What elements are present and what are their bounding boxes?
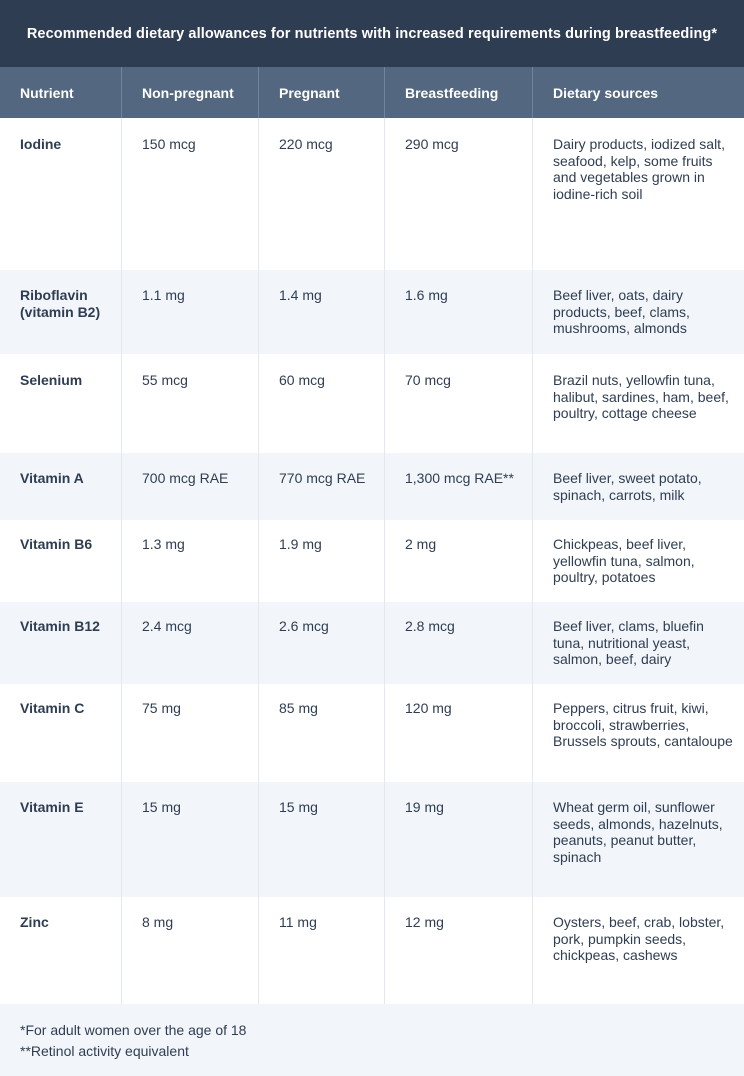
- cell-nutrient: Vitamin B6: [20, 536, 93, 552]
- table-body: [0, 118, 744, 1004]
- cell-nutrient: Selenium: [20, 372, 83, 388]
- header-breastfeeding: Breastfeeding: [384, 67, 532, 118]
- cell-breastfeeding: 19 mg: [384, 782, 532, 897]
- footnote-retinol: **Retinol activity equivalent: [20, 1043, 189, 1059]
- cell-pregnant: 60 mcg: [258, 354, 384, 453]
- cell-nutrient: Vitamin B12: [20, 618, 100, 634]
- header-non-pregnant: Non-pregnant: [121, 67, 258, 118]
- cell-nutrient: Vitamin C: [20, 700, 85, 716]
- cell-non-pregnant: 700 mcg RAE: [121, 453, 258, 520]
- cell-breastfeeding: 12 mg: [384, 897, 532, 1004]
- cell-nutrient: Vitamin A: [20, 470, 84, 486]
- cell-non-pregnant: 1.1 mg: [121, 270, 258, 354]
- cell-pregnant: 1.4 mg: [258, 270, 384, 354]
- cell-nutrient: Iodine: [20, 136, 62, 152]
- cell-nutrient: Zinc: [20, 914, 49, 930]
- cell-non-pregnant: 2.4 mcg: [121, 602, 258, 684]
- footnotes: [0, 1004, 744, 1076]
- cell-pregnant: 220 mcg: [258, 118, 384, 270]
- cell-breastfeeding: 70 mcg: [384, 354, 532, 453]
- cell-breastfeeding: 2 mg: [384, 520, 532, 602]
- table-row: [0, 270, 744, 354]
- cell-pregnant: 85 mg: [258, 684, 384, 782]
- cell-pregnant: 770 mcg RAE: [258, 453, 384, 520]
- table-row: [0, 684, 744, 782]
- cell-dietary-sources: Dairy products, iodized salt, seafood, kelp, some fruits and vegetables grown in iodine-rich soil: [532, 118, 744, 270]
- cell-dietary-sources: Beef liver, oats, dairy products, beef, clams, mushrooms, almonds: [532, 270, 744, 354]
- cell-breastfeeding: 1.6 mg: [384, 270, 532, 354]
- table-row: [0, 782, 744, 897]
- cell-breastfeeding: 1,300 mcg RAE**: [384, 453, 532, 520]
- cell-pregnant: 1.9 mg: [258, 520, 384, 602]
- cell-dietary-sources: Beef liver, clams, bluefin tuna, nutritional yeast, salmon, beef, dairy: [532, 602, 744, 684]
- table-row: [0, 453, 744, 520]
- table-row: [0, 897, 744, 1004]
- cell-non-pregnant: 75 mg: [121, 684, 258, 782]
- cell-non-pregnant: 55 mcg: [121, 354, 258, 453]
- header-pregnant: Pregnant: [258, 67, 384, 118]
- cell-non-pregnant: 150 mcg: [121, 118, 258, 270]
- cell-dietary-sources: Chickpeas, beef liver, yellowfin tuna, salmon, poultry, potatoes: [532, 520, 744, 602]
- footnote-age: *For adult women over the age of 18: [20, 1022, 247, 1038]
- table-header: [0, 67, 744, 118]
- cell-dietary-sources: Oysters, beef, crab, lobster, pork, pumpkin seeds, chickpeas, cashews: [532, 897, 744, 1004]
- cell-breastfeeding: 2.8 mcg: [384, 602, 532, 684]
- header-dietary-sources: Dietary sources: [532, 67, 744, 118]
- cell-dietary-sources: Peppers, citrus fruit, kiwi, broccoli, strawberries, Brussels sprouts, cantaloupe: [532, 684, 744, 782]
- cell-nutrient: Riboflavin (vitamin B2): [20, 287, 101, 320]
- header-nutrient: Nutrient: [20, 84, 74, 101]
- cell-pregnant: 2.6 mcg: [258, 602, 384, 684]
- cell-dietary-sources: Wheat germ oil, sunflower seeds, almonds, hazelnuts, peanuts, peanut butter, spinach: [532, 782, 744, 897]
- cell-breastfeeding: 290 mcg: [384, 118, 532, 270]
- table-title: Recommended dietary allowances for nutrients with increased requirements during breastfeeding*: [0, 0, 744, 67]
- cell-pregnant: 15 mg: [258, 782, 384, 897]
- cell-dietary-sources: Beef liver, sweet potato, spinach, carrots, milk: [532, 453, 744, 520]
- cell-breastfeeding: 120 mg: [384, 684, 532, 782]
- cell-pregnant: 11 mg: [258, 897, 384, 1004]
- cell-non-pregnant: 1.3 mg: [121, 520, 258, 602]
- cell-dietary-sources: Brazil nuts, yellowfin tuna, halibut, sardines, ham, beef, poultry, cottage cheese: [532, 354, 744, 453]
- table-row: [0, 520, 744, 602]
- cell-non-pregnant: 8 mg: [121, 897, 258, 1004]
- table-row: [0, 354, 744, 453]
- table-row: [0, 118, 744, 270]
- cell-nutrient: Vitamin E: [20, 799, 84, 815]
- table-row: [0, 602, 744, 684]
- cell-non-pregnant: 15 mg: [121, 782, 258, 897]
